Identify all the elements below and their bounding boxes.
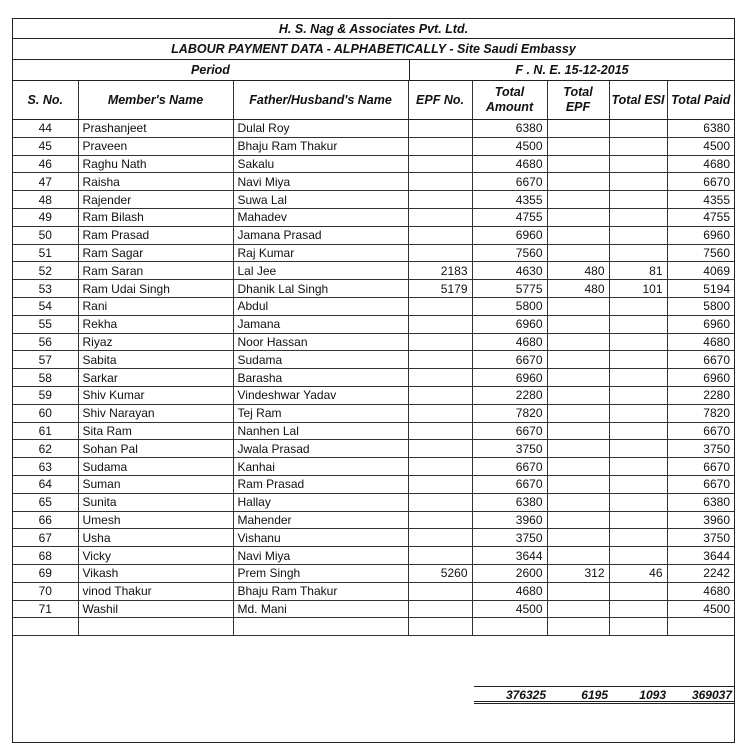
cell-total-epf bbox=[547, 369, 609, 387]
cell-total-amount: 4500 bbox=[472, 600, 547, 618]
table-row bbox=[13, 404, 734, 422]
cell-epf-no bbox=[408, 191, 472, 209]
cell-total-epf bbox=[547, 244, 609, 262]
cell-father-name: Dulal Roy bbox=[233, 120, 408, 138]
cell-total-amount: 2600 bbox=[472, 564, 547, 582]
cell-total-epf bbox=[547, 458, 609, 476]
cell-epf-no: 5260 bbox=[408, 564, 472, 582]
cell-sno: 63 bbox=[13, 458, 78, 476]
cell-total-paid: 3644 bbox=[667, 547, 734, 565]
table-row bbox=[13, 333, 734, 351]
cell-sno: 54 bbox=[13, 297, 78, 315]
cell-total-paid: 4355 bbox=[667, 191, 734, 209]
cell-total-paid: 4680 bbox=[667, 582, 734, 600]
cell-total-amount: 3960 bbox=[472, 511, 547, 529]
cell-total-esi bbox=[609, 458, 667, 476]
cell-father-name: Bhaju Ram Thakur bbox=[233, 137, 408, 155]
cell-total-epf: 480 bbox=[547, 262, 609, 280]
col-total-epf: Total EPF bbox=[547, 81, 609, 120]
cell-total-esi bbox=[609, 120, 667, 138]
cell-father-name: Prem Singh bbox=[233, 564, 408, 582]
cell-total-epf bbox=[547, 315, 609, 333]
cell-father-name: Jamana Prasad bbox=[233, 226, 408, 244]
table-row bbox=[13, 244, 734, 262]
cell-total-amount: 6670 bbox=[472, 422, 547, 440]
cell-total-paid: 6670 bbox=[667, 351, 734, 369]
cell-total-paid: 7560 bbox=[667, 244, 734, 262]
blank-cell bbox=[667, 618, 734, 636]
cell-total-epf bbox=[547, 351, 609, 369]
cell-total-amount: 6670 bbox=[472, 475, 547, 493]
cell-father-name: Hallay bbox=[233, 493, 408, 511]
cell-father-name: Vindeshwar Yadav bbox=[233, 386, 408, 404]
cell-total-amount: 6960 bbox=[472, 369, 547, 387]
blank-cell bbox=[472, 618, 547, 636]
cell-total-amount: 3750 bbox=[472, 529, 547, 547]
cell-epf-no bbox=[408, 137, 472, 155]
cell-total-esi bbox=[609, 208, 667, 226]
blank-cell bbox=[408, 618, 472, 636]
cell-total-paid: 6670 bbox=[667, 458, 734, 476]
cell-total-amount: 4680 bbox=[472, 333, 547, 351]
cell-sno: 66 bbox=[13, 511, 78, 529]
cell-member-name: Ram Sagar bbox=[78, 244, 233, 262]
cell-epf-no bbox=[408, 315, 472, 333]
cell-epf-no bbox=[408, 333, 472, 351]
cell-total-epf bbox=[547, 422, 609, 440]
cell-total-amount: 6960 bbox=[472, 226, 547, 244]
col-total-esi: Total ESI bbox=[609, 81, 667, 120]
cell-total-esi bbox=[609, 369, 667, 387]
cell-member-name: Raisha bbox=[78, 173, 233, 191]
cell-total-epf bbox=[547, 582, 609, 600]
cell-father-name: Raj Kumar bbox=[233, 244, 408, 262]
table-row bbox=[13, 315, 734, 333]
cell-total-amount: 2280 bbox=[472, 386, 547, 404]
cell-total-epf bbox=[547, 208, 609, 226]
header-row bbox=[13, 81, 734, 120]
cell-total-paid: 6960 bbox=[667, 315, 734, 333]
cell-total-esi bbox=[609, 493, 667, 511]
cell-member-name: Vicky bbox=[78, 547, 233, 565]
cell-father-name: Suwa Lal bbox=[233, 191, 408, 209]
table-row bbox=[13, 511, 734, 529]
cell-epf-no bbox=[408, 173, 472, 191]
cell-total-paid: 6670 bbox=[667, 422, 734, 440]
period-value: F . N. E. 15-12-2015 bbox=[515, 62, 629, 77]
cell-father-name: Jamana bbox=[233, 315, 408, 333]
cell-father-name: Tej Ram bbox=[233, 404, 408, 422]
cell-father-name: Navi Miya bbox=[233, 173, 408, 191]
blank-cell bbox=[78, 618, 233, 636]
cell-total-epf bbox=[547, 493, 609, 511]
cell-total-paid: 4069 bbox=[667, 262, 734, 280]
cell-total-epf bbox=[547, 137, 609, 155]
cell-epf-no bbox=[408, 440, 472, 458]
cell-sno: 61 bbox=[13, 422, 78, 440]
cell-total-esi bbox=[609, 333, 667, 351]
cell-total-esi bbox=[609, 422, 667, 440]
cell-total-paid: 6380 bbox=[667, 493, 734, 511]
cell-member-name: Sita Ram bbox=[78, 422, 233, 440]
cell-total-esi bbox=[609, 315, 667, 333]
cell-total-epf bbox=[547, 120, 609, 138]
cell-sno: 62 bbox=[13, 440, 78, 458]
cell-total-paid: 5800 bbox=[667, 297, 734, 315]
cell-epf-no bbox=[408, 226, 472, 244]
cell-total-esi bbox=[609, 547, 667, 565]
cell-member-name: Sarkar bbox=[78, 369, 233, 387]
cell-sno: 71 bbox=[13, 600, 78, 618]
cell-total-epf bbox=[547, 511, 609, 529]
cell-sno: 57 bbox=[13, 351, 78, 369]
cell-total-paid: 2242 bbox=[667, 564, 734, 582]
table-row bbox=[13, 422, 734, 440]
cell-member-name: Usha bbox=[78, 529, 233, 547]
cell-member-name: Shiv Narayan bbox=[78, 404, 233, 422]
cell-total-paid: 4680 bbox=[667, 333, 734, 351]
cell-total-amount: 3644 bbox=[472, 547, 547, 565]
cell-total-amount: 6670 bbox=[472, 173, 547, 191]
col-sno: S. No. bbox=[13, 81, 78, 120]
cell-total-esi: 81 bbox=[609, 262, 667, 280]
cell-sno: 58 bbox=[13, 369, 78, 387]
cell-member-name: Praveen bbox=[78, 137, 233, 155]
table-row bbox=[13, 529, 734, 547]
cell-member-name: Sudama bbox=[78, 458, 233, 476]
cell-total-paid: 6670 bbox=[667, 475, 734, 493]
table-body bbox=[13, 120, 734, 636]
cell-sno: 50 bbox=[13, 226, 78, 244]
cell-member-name: Rekha bbox=[78, 315, 233, 333]
total-amount-sum: 376325 bbox=[474, 686, 548, 704]
cell-total-paid: 2280 bbox=[667, 386, 734, 404]
cell-total-esi bbox=[609, 226, 667, 244]
cell-total-paid: 4755 bbox=[667, 208, 734, 226]
cell-total-epf bbox=[547, 333, 609, 351]
period-divider bbox=[409, 59, 410, 80]
table-row bbox=[13, 564, 734, 582]
table-row bbox=[13, 440, 734, 458]
cell-total-amount: 4355 bbox=[472, 191, 547, 209]
cell-father-name: Navi Miya bbox=[233, 547, 408, 565]
cell-total-paid: 6670 bbox=[667, 173, 734, 191]
cell-total-epf bbox=[547, 404, 609, 422]
cell-total-amount: 5775 bbox=[472, 280, 547, 298]
period-band bbox=[13, 59, 734, 81]
cell-sno: 69 bbox=[13, 564, 78, 582]
cell-member-name: Ram Bilash bbox=[78, 208, 233, 226]
cell-sno: 52 bbox=[13, 262, 78, 280]
cell-total-paid: 6380 bbox=[667, 120, 734, 138]
cell-epf-no bbox=[408, 547, 472, 565]
total-paid-sum: 369037 bbox=[668, 686, 734, 704]
cell-total-amount: 6380 bbox=[472, 120, 547, 138]
table-row bbox=[13, 386, 734, 404]
cell-member-name: Umesh bbox=[78, 511, 233, 529]
cell-epf-no bbox=[408, 120, 472, 138]
cell-member-name: Riyaz bbox=[78, 333, 233, 351]
table-row bbox=[13, 120, 734, 138]
cell-total-epf bbox=[547, 386, 609, 404]
cell-total-esi bbox=[609, 582, 667, 600]
col-father-name: Father/Husband's Name bbox=[233, 81, 408, 120]
cell-father-name: Mahender bbox=[233, 511, 408, 529]
blank-cell bbox=[609, 618, 667, 636]
cell-total-esi bbox=[609, 137, 667, 155]
title-band bbox=[13, 38, 734, 60]
cell-epf-no: 5179 bbox=[408, 280, 472, 298]
cell-total-amount: 6380 bbox=[472, 493, 547, 511]
cell-total-paid: 4500 bbox=[667, 137, 734, 155]
cell-total-amount: 4680 bbox=[472, 582, 547, 600]
payment-sheet bbox=[12, 18, 735, 743]
table-row bbox=[13, 351, 734, 369]
cell-father-name: Noor Hassan bbox=[233, 333, 408, 351]
cell-total-esi bbox=[609, 475, 667, 493]
cell-father-name: Vishanu bbox=[233, 529, 408, 547]
table-row bbox=[13, 582, 734, 600]
table-row bbox=[13, 475, 734, 493]
cell-father-name: Bhaju Ram Thakur bbox=[233, 582, 408, 600]
cell-total-esi: 101 bbox=[609, 280, 667, 298]
cell-member-name: Rani bbox=[78, 297, 233, 315]
cell-member-name: Sunita bbox=[78, 493, 233, 511]
cell-member-name: Sohan Pal bbox=[78, 440, 233, 458]
cell-sno: 70 bbox=[13, 582, 78, 600]
cell-epf-no bbox=[408, 475, 472, 493]
cell-total-epf: 312 bbox=[547, 564, 609, 582]
col-member-name: Member's Name bbox=[78, 81, 233, 120]
cell-father-name: Nanhen Lal bbox=[233, 422, 408, 440]
cell-member-name: Shiv Kumar bbox=[78, 386, 233, 404]
cell-total-paid: 3750 bbox=[667, 529, 734, 547]
cell-father-name: Jwala Prasad bbox=[233, 440, 408, 458]
cell-total-paid: 4500 bbox=[667, 600, 734, 618]
cell-total-amount: 4755 bbox=[472, 208, 547, 226]
table-row bbox=[13, 600, 734, 618]
cell-member-name: Vikash bbox=[78, 564, 233, 582]
cell-total-epf bbox=[547, 155, 609, 173]
cell-member-name: Washil bbox=[78, 600, 233, 618]
cell-member-name: Ram Udai Singh bbox=[78, 280, 233, 298]
cell-father-name: Barasha bbox=[233, 369, 408, 387]
cell-total-epf bbox=[547, 226, 609, 244]
cell-member-name: vinod Thakur bbox=[78, 582, 233, 600]
cell-total-epf bbox=[547, 173, 609, 191]
cell-epf-no bbox=[408, 511, 472, 529]
blank-cell bbox=[13, 618, 78, 636]
cell-total-paid: 4680 bbox=[667, 155, 734, 173]
cell-total-esi bbox=[609, 191, 667, 209]
cell-total-amount: 5800 bbox=[472, 297, 547, 315]
cell-total-esi bbox=[609, 529, 667, 547]
cell-total-paid: 3960 bbox=[667, 511, 734, 529]
cell-member-name: Rajender bbox=[78, 191, 233, 209]
cell-father-name: Sudama bbox=[233, 351, 408, 369]
cell-sno: 56 bbox=[13, 333, 78, 351]
cell-father-name: Md. Mani bbox=[233, 600, 408, 618]
cell-total-paid: 3750 bbox=[667, 440, 734, 458]
cell-total-amount: 3750 bbox=[472, 440, 547, 458]
table-row bbox=[13, 262, 734, 280]
cell-total-esi bbox=[609, 386, 667, 404]
cell-epf-no bbox=[408, 529, 472, 547]
cell-total-amount: 6670 bbox=[472, 458, 547, 476]
cell-epf-no: 2183 bbox=[408, 262, 472, 280]
cell-epf-no bbox=[408, 422, 472, 440]
cell-sno: 48 bbox=[13, 191, 78, 209]
cell-sno: 59 bbox=[13, 386, 78, 404]
cell-total-amount: 6670 bbox=[472, 351, 547, 369]
cell-total-esi bbox=[609, 351, 667, 369]
cell-total-epf bbox=[547, 600, 609, 618]
report-title: LABOUR PAYMENT DATA - ALPHABETICALLY - Site Saudi Embassy bbox=[171, 41, 576, 56]
cell-total-epf bbox=[547, 547, 609, 565]
col-epf-no: EPF No. bbox=[408, 81, 472, 120]
cell-father-name: Dhanik Lal Singh bbox=[233, 280, 408, 298]
cell-total-paid: 6960 bbox=[667, 369, 734, 387]
cell-total-amount: 7560 bbox=[472, 244, 547, 262]
cell-sno: 67 bbox=[13, 529, 78, 547]
cell-member-name: Raghu Nath bbox=[78, 155, 233, 173]
total-epf-sum: 6195 bbox=[548, 686, 610, 704]
company-band bbox=[13, 19, 734, 39]
cell-total-esi bbox=[609, 155, 667, 173]
cell-member-name: Sabita bbox=[78, 351, 233, 369]
cell-sno: 55 bbox=[13, 315, 78, 333]
cell-sno: 45 bbox=[13, 137, 78, 155]
cell-sno: 47 bbox=[13, 173, 78, 191]
table-row bbox=[13, 226, 734, 244]
cell-total-esi bbox=[609, 173, 667, 191]
cell-total-esi bbox=[609, 404, 667, 422]
table-row bbox=[13, 493, 734, 511]
cell-epf-no bbox=[408, 297, 472, 315]
cell-total-paid: 5194 bbox=[667, 280, 734, 298]
period-label: Period bbox=[191, 62, 230, 77]
cell-member-name: Suman bbox=[78, 475, 233, 493]
total-esi-sum: 1093 bbox=[610, 686, 668, 704]
table-row bbox=[13, 458, 734, 476]
cell-father-name: Mahadev bbox=[233, 208, 408, 226]
cell-total-epf bbox=[547, 191, 609, 209]
cell-epf-no bbox=[408, 155, 472, 173]
table-row bbox=[13, 297, 734, 315]
cell-total-amount: 6960 bbox=[472, 315, 547, 333]
col-total-amount: Total Amount bbox=[472, 81, 547, 120]
company-name: H. S. Nag & Associates Pvt. Ltd. bbox=[278, 21, 469, 36]
cell-sno: 51 bbox=[13, 244, 78, 262]
cell-sno: 53 bbox=[13, 280, 78, 298]
cell-member-name: Ram Prasad bbox=[78, 226, 233, 244]
cell-epf-no bbox=[408, 351, 472, 369]
blank-cell bbox=[547, 618, 609, 636]
cell-epf-no bbox=[408, 600, 472, 618]
cell-total-esi bbox=[609, 511, 667, 529]
cell-total-epf bbox=[547, 440, 609, 458]
table-row bbox=[13, 280, 734, 298]
cell-sno: 68 bbox=[13, 547, 78, 565]
cell-epf-no bbox=[408, 404, 472, 422]
cell-sno: 65 bbox=[13, 493, 78, 511]
cell-total-esi bbox=[609, 244, 667, 262]
cell-sno: 60 bbox=[13, 404, 78, 422]
cell-epf-no bbox=[408, 208, 472, 226]
table-row bbox=[13, 369, 734, 387]
cell-sno: 44 bbox=[13, 120, 78, 138]
cell-epf-no bbox=[408, 369, 472, 387]
cell-sno: 46 bbox=[13, 155, 78, 173]
cell-total-epf bbox=[547, 475, 609, 493]
cell-father-name: Ram Prasad bbox=[233, 475, 408, 493]
table-row bbox=[13, 547, 734, 565]
blank-row bbox=[13, 618, 734, 636]
col-total-paid: Total Paid bbox=[667, 81, 734, 120]
table-row bbox=[13, 208, 734, 226]
cell-epf-no bbox=[408, 493, 472, 511]
cell-total-esi bbox=[609, 600, 667, 618]
cell-total-esi: 46 bbox=[609, 564, 667, 582]
cell-total-amount: 4500 bbox=[472, 137, 547, 155]
cell-total-paid: 6960 bbox=[667, 226, 734, 244]
cell-sno: 64 bbox=[13, 475, 78, 493]
cell-total-amount: 7820 bbox=[472, 404, 547, 422]
cell-father-name: Abdul bbox=[233, 297, 408, 315]
cell-total-paid: 7820 bbox=[667, 404, 734, 422]
table-row bbox=[13, 155, 734, 173]
cell-total-epf bbox=[547, 529, 609, 547]
cell-father-name: Lal Jee bbox=[233, 262, 408, 280]
cell-father-name: Sakalu bbox=[233, 155, 408, 173]
cell-sno: 49 bbox=[13, 208, 78, 226]
cell-total-epf: 480 bbox=[547, 280, 609, 298]
cell-total-epf bbox=[547, 297, 609, 315]
cell-total-esi bbox=[609, 297, 667, 315]
cell-member-name: Prashanjeet bbox=[78, 120, 233, 138]
cell-epf-no bbox=[408, 386, 472, 404]
blank-cell bbox=[233, 618, 408, 636]
table-row bbox=[13, 137, 734, 155]
table-row bbox=[13, 173, 734, 191]
cell-member-name: Ram Saran bbox=[78, 262, 233, 280]
cell-father-name: Kanhai bbox=[233, 458, 408, 476]
cell-total-amount: 4680 bbox=[472, 155, 547, 173]
payment-table bbox=[13, 81, 734, 636]
cell-total-amount: 4630 bbox=[472, 262, 547, 280]
cell-epf-no bbox=[408, 244, 472, 262]
cell-total-esi bbox=[609, 440, 667, 458]
table-row bbox=[13, 191, 734, 209]
cell-epf-no bbox=[408, 458, 472, 476]
cell-epf-no bbox=[408, 582, 472, 600]
